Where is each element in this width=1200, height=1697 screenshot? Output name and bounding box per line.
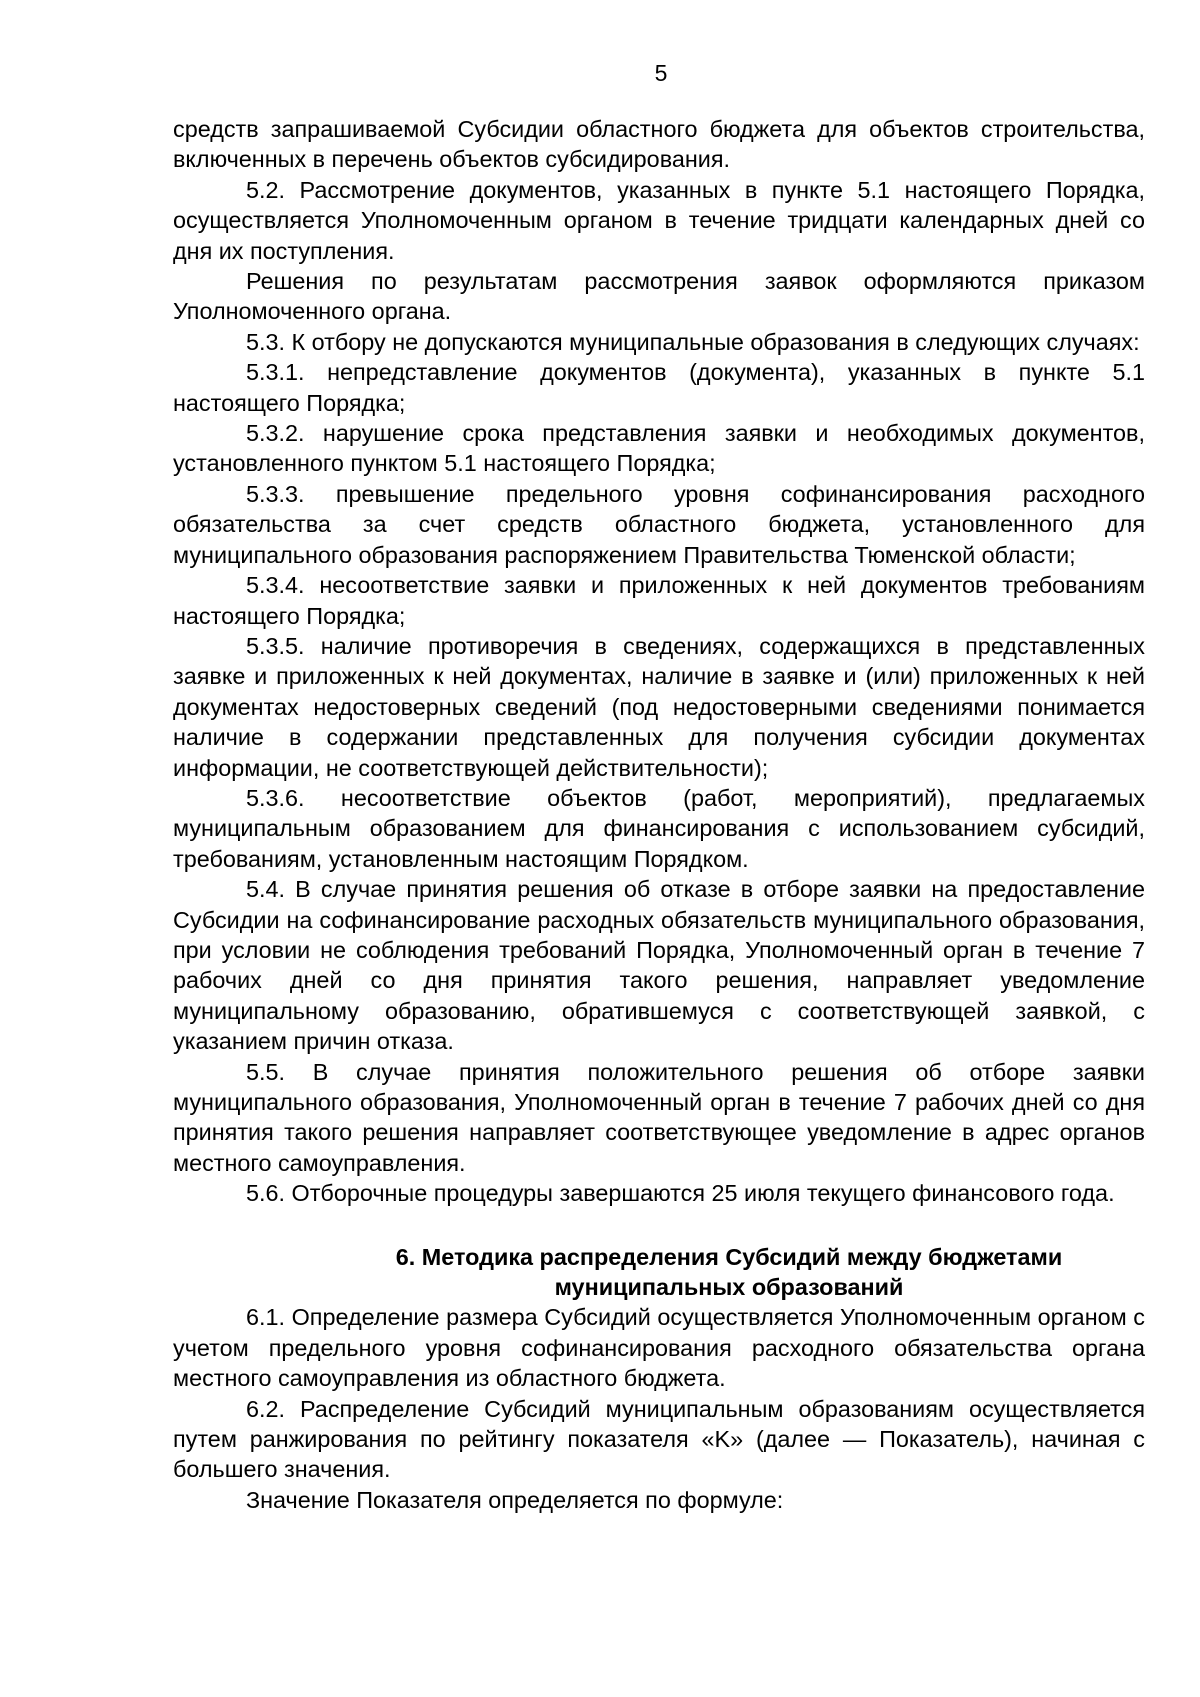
section-heading-line-1: 6. Методика распределения Субсидий между бюджетами [395, 1243, 1063, 1270]
section-heading-line-2: муниципальных образований [554, 1274, 904, 1301]
paragraph-formula-intro: Значение Показателя определяется по формуле: [246, 1486, 784, 1513]
paragraph-5-3-2: 5.3.2. нарушение срока представления заявки и необходимых документов, установленного пунктом 5.1 настоящего Порядка; [173, 420, 1145, 477]
paragraph-5-3-1: 5.3.1. непредставление документов (документа), указанных в пункте 5.1 настоящего Порядка; [173, 359, 1145, 416]
document-body [173, 114, 1145, 1515]
paragraph-5-3-5: 5.3.5. наличие противоречия в сведениях, содержащихся в представленных заявке и приложенных к ней документах, наличие в заявке и (или) приложенных к ней документах недостоверных сведений (под недостоверными сведениями понимается наличие в содержании представленных для получения субсидии документах информации, не соответствующей действительности); [173, 632, 1145, 781]
paragraph-5-3-4: 5.3.4. несоответствие заявки и приложенных к ней документов требованиям настоящего Порядка; [173, 572, 1145, 629]
paragraph-decisions: Решения по результатам рассмотрения заявок оформляются приказом Уполномоченного органа. [173, 268, 1145, 325]
paragraph-continuation: средств запрашиваемой Субсидии областного бюджета для объектов строительства, включенных в перечень объектов субсидирования. [173, 116, 1145, 173]
paragraph-5-2: 5.2. Рассмотрение документов, указанных в пункте 5.1 настоящего Порядка, осуществляется Уполномоченным органом в течение тридцати календарных дней со дня их поступления. [173, 176, 1145, 264]
paragraph-5-5: 5.5. В случае принятия положительного решения об отборе заявки муниципального образования, Уполномоченный орган в течение 7 рабочих дней со дня принятия такого решения направляет соответствующее уведомление в адрес органов местного самоуправления. [173, 1058, 1145, 1176]
paragraph-5-3: 5.3. К отбору не допускаются муниципальные образования в следующих случаях: [246, 328, 1140, 355]
page-number: 5 [654, 60, 668, 86]
paragraph-5-3-3: 5.3.3. превышение предельного уровня софинансирования расходного обязательства за счет средств областного бюджета, установленного для муниципального образования распоряжением Правительства Тюменской области; [173, 480, 1145, 568]
paragraph-5-4: 5.4. В случае принятия решения об отказе в отборе заявки на предоставление Субсидии на софинансирование расходных обязательств муниципального образования, при условии не соблюдения требований Порядка, Уполномоченный орган в течение 7 рабочих дней со дня принятия такого решения, направляет уведомление муниципальному образованию, обратившемуся с соответствующей заявкой, с указанием причин отказа. [173, 876, 1145, 1055]
paragraph-6-1: 6.1. Определение размера Субсидий осуществляется Уполномоченным органом с учетом предельного уровня софинансирования расходного обязательства органа местного самоуправления из областного бюджета. [173, 1304, 1145, 1392]
paragraph-5-6: 5.6. Отборочные процедуры завершаются 25 июля текущего финансового года. [246, 1180, 1115, 1207]
section-heading [173, 1242, 1145, 1303]
paragraph-5-3-6: 5.3.6. несоответствие объектов (работ, мероприятий), предлагаемых муниципальным образованием для финансирования с использованием субсидий, требованиям, установленным настоящим Порядком. [173, 784, 1145, 872]
paragraph-6-2: 6.2. Распределение Субсидий муниципальным образованиям осуществляется путем ранжирования по рейтингу показателя «K» (далее — Показатель), начиная с большего значения. [173, 1395, 1145, 1483]
